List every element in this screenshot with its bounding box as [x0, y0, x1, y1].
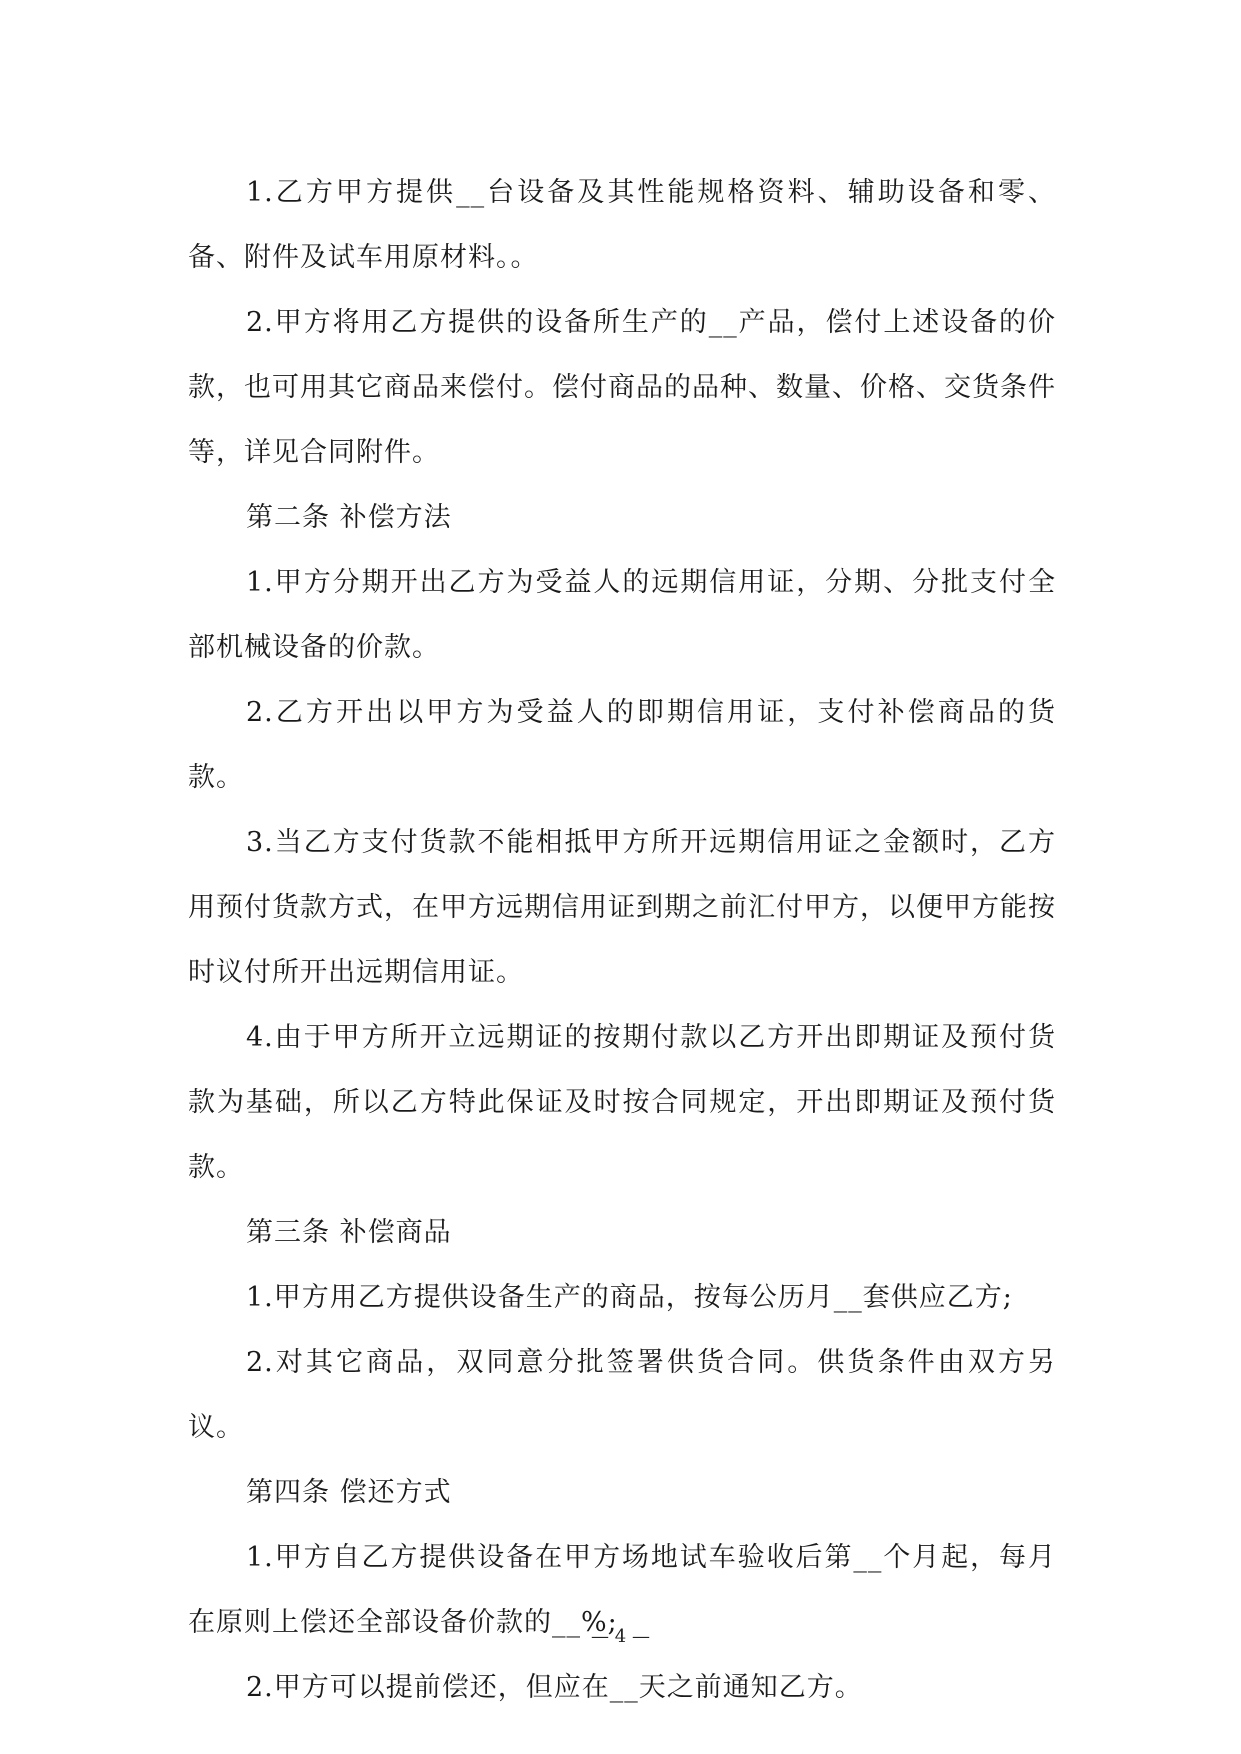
section-heading-article4: 第四条 偿还方式: [246, 1477, 452, 1508]
section-heading-article2: 第二条 补偿方法: [246, 502, 452, 533]
section-heading-article3: 第三条 补偿商品: [246, 1217, 452, 1248]
paragraph-article2-item2: 2.乙方开出以甲方为受益人的即期信用证，支付补偿商品的货款。: [188, 697, 1056, 793]
paragraph-article2-item3: 3.当乙方支付货款不能相抵甲方所开远期信用证之金额时，乙方用预付货款方式，在甲方远期信用证到期之前汇付甲方，以便甲方能按时议付所开出远期信用证。: [188, 827, 1056, 988]
paragraph-article4-item1: 1.甲方自乙方提供设备在甲方场地试车验收后第__个月起，每月在原则上偿还全部设备价款的__%;: [188, 1542, 1056, 1638]
page-number: — 4 —: [591, 1626, 650, 1647]
document-body: [188, 160, 1056, 1720]
paragraph-article3-item1: 1.甲方用乙方提供设备生产的商品，按每公历月__套供应乙方;: [246, 1282, 1013, 1313]
paragraph-article2-item4: 4.由于甲方所开立远期证的按期付款以乙方开出即期证及预付货款为基础，所以乙方特此保证及时按合同规定，开出即期证及预付货款。: [188, 1022, 1056, 1183]
paragraph-clause1-item2: 2.甲方将用乙方提供的设备所生产的__产品，偿付上述设备的价款，也可用其它商品来偿付。偿付商品的品种、数量、价格、交货条件等，详见合同附件。: [188, 307, 1056, 468]
paragraph-article4-item2: 2.甲方可以提前偿还，但应在__天之前通知乙方。: [246, 1672, 863, 1703]
paragraph-article3-item2: 2.对其它商品，双同意分批签署供货合同。供货条件由双方另议。: [188, 1347, 1056, 1443]
paragraph-clause1-item1: 1.乙方甲方提供__台设备及其性能规格资料、辅助设备和零、备、附件及试车用原材料。。: [188, 177, 1056, 273]
paragraph-article2-item1: 1.甲方分期开出乙方为受益人的远期信用证，分期、分批支付全部机械设备的价款。: [188, 567, 1056, 663]
